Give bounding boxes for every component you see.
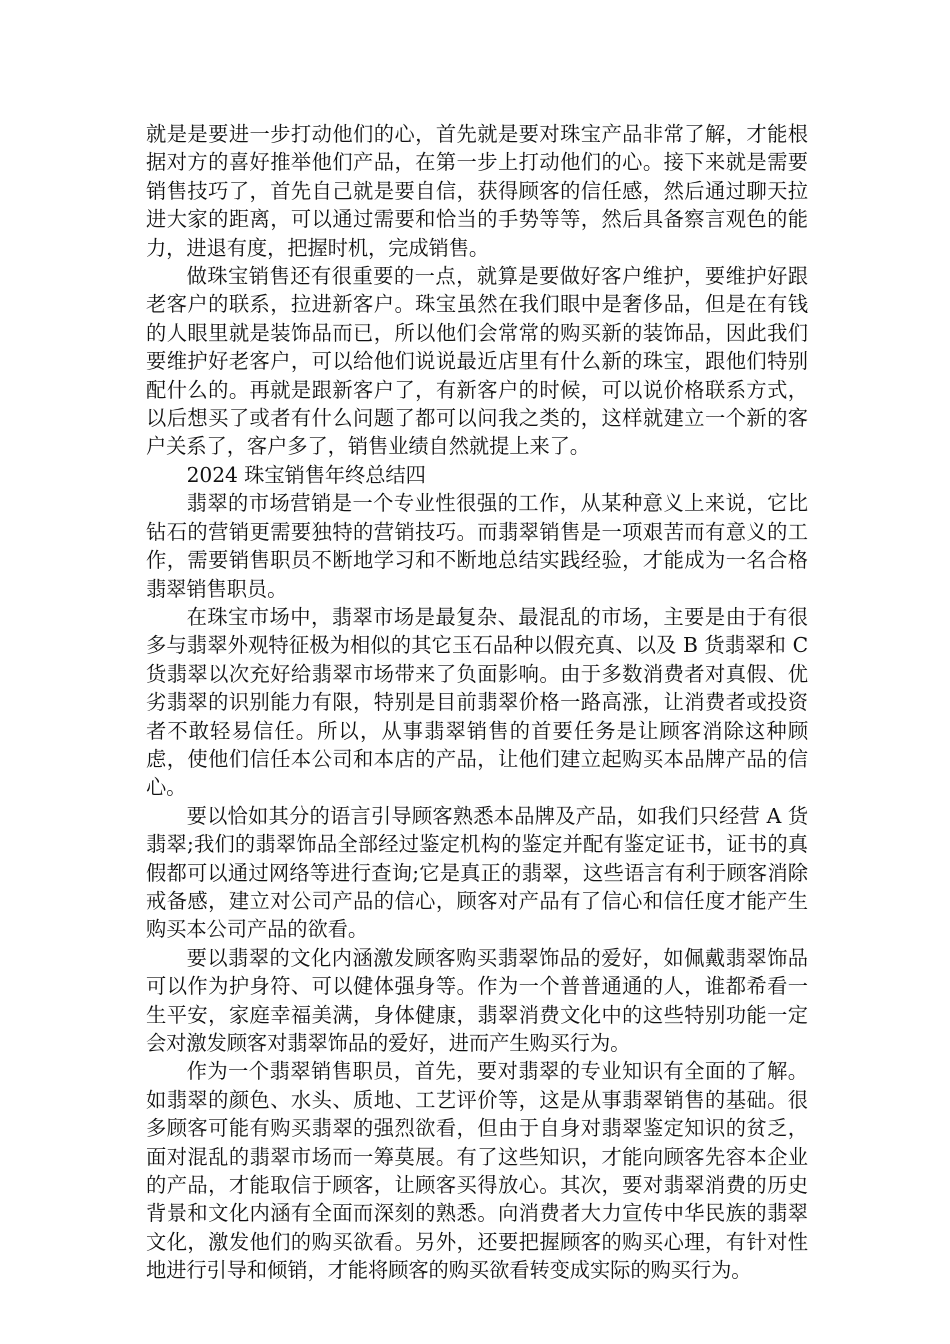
body-paragraph: 做珠宝销售还有很重要的一点，就算是要做好客户维护，要维护好跟老客户的联系，拉进新客户。珠宝虽然在我们眼中是奢侈品，但是在有钱的人眼里就是装饰品而已，所以他们会常常的购买新的装饰品，因此我们要维护好老客户，可以给他们说说最近店里有什么新的珠宝，跟他们特别配什么的。再就是跟新客户了，有新客户的时候，可以说价格联系方式，以后想买了或者有什么问题了都可以问我之类的，这样就建立一个新的客户关系了，客户多了，销售业绩自然就提上来了。 (146, 264, 808, 459)
body-paragraph: 就是是要进一步打动他们的心，首先就是要对珠宝产品非常了解，才能根据对方的喜好推举他们产品，在第一步上打动他们的心。接下来就是需要销售技巧了，首先自己就是要自信，获得顾客的信任感，然后通过聊天拉进大家的距离，可以通过需要和恰当的手势等等，然后具备察言观色的能力，进退有度，把握时机，完成销售。 (146, 122, 808, 260)
body-paragraph: 要以恰如其分的语言引导顾客熟悉本品牌及产品，如我们只经营 A 货翡翠;我们的翡翠饰品全部经过鉴定机构的鉴定并配有鉴定证书，证书的真假都可以通过网络等进行查询;它是真正的翡翠，这些语言有利于顾客消除戒备感，建立对公司产品的信心，顾客对产品有了信心和信任度才能产生购买本公司产品的欲看。 (146, 803, 808, 942)
body-paragraph: 在珠宝市场中，翡翠市场是最复杂、最混乱的市场，主要是由于有很多与翡翠外观特征极为相似的其它玉石品种以假充真、以及 B 货翡翠和 C 货翡翠以次充好给翡翠市场带来了负面影响。由于多数消费者对真假、优劣翡翠的识别能力有限，特别是目前翡翠价格一路高涨，让消费者或投资者不敢轻易信任。所以，从事翡翠销售的首要任务是让顾客消除这种顾虑，使他们信任本公司和本店的产品，让他们建立起购买本品牌产品的信心。 (146, 604, 808, 800)
body-paragraph: 翡翠的市场营销是一个专业性很强的工作，从某种意义上来说，它比钻石的营销更需要独特的营销技巧。而翡翠销售是一项艰苦而有意义的工作，需要销售职员不断地学习和不断地总结实践经验，才能成为一名合格翡翠销售职员。 (146, 491, 808, 601)
body-paragraph: 作为一个翡翠销售职员，首先，要对翡翠的专业知识有全面的了解。如翡翠的颜色、水头、质地、工艺评价等，这是从事翡翠销售的基础。很多顾客可能有购买翡翠的强烈欲看，但由于自身对翡翠鉴定知识的贫乏，面对混乱的翡翠市场而一筹莫展。有了这些知识，才能向顾客先容本企业的产品，才能取信于顾客，让顾客买得放心。其次，要对翡翠消费的历史背景和文化内涵有全面而深刻的熟悉。向消费者大力宣传中华民族的翡翠文化，激发他们的购买欲看。另外，还要把握顾客的购买心理，有针对性地进行引导和倾销，才能将顾客的购买欲看转变成实际的购买行为。 (146, 1059, 808, 1283)
body-paragraph: 要以翡翠的文化内涵激发顾客购买翡翠饰品的爱好，如佩戴翡翠饰品可以作为护身符、可以健体强身等。作为一个普普通通的人，谁都希看一生平安，家庭幸福美满，身体健康，翡翠消费文化中的这些特别功能一定会对激发顾客对翡翠饰品的爱好，进而产生购买行为。 (146, 945, 808, 1055)
section-heading: 2024 珠宝销售年终总结四 (186, 462, 426, 487)
document-page (146, 120, 808, 1285)
